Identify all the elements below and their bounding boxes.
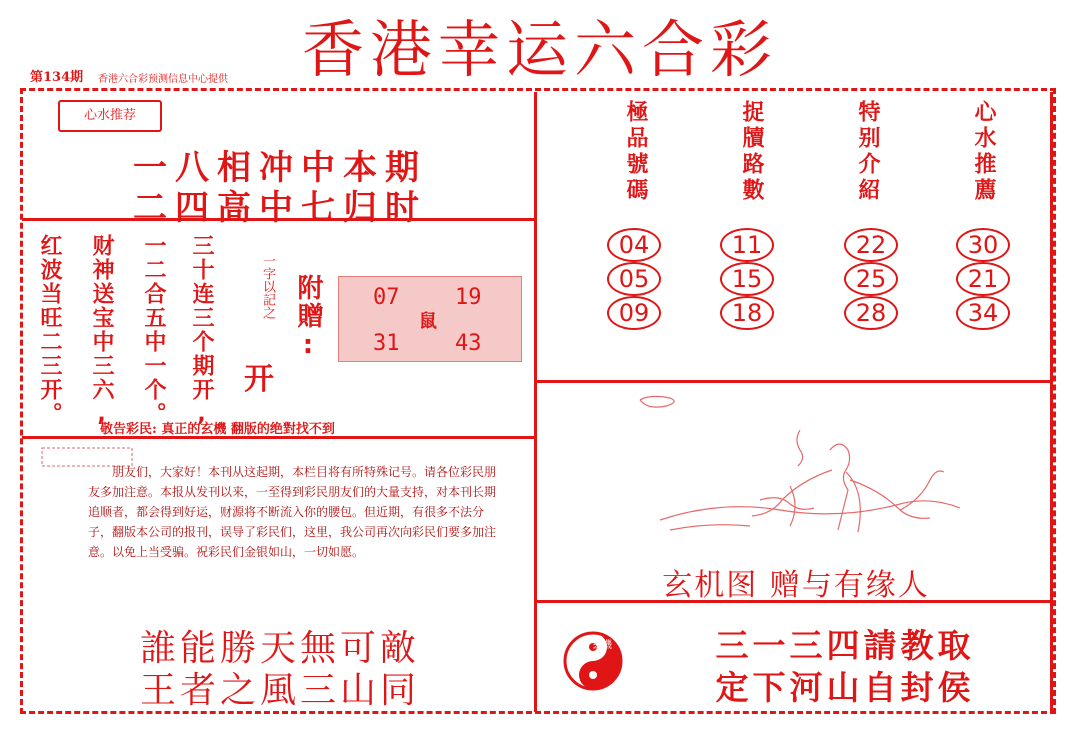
- closing-line-1: 三一三四請教取: [715, 626, 975, 665]
- number-ball: 18: [720, 296, 774, 330]
- gift-answer: 开: [244, 362, 274, 397]
- notice-text: 敬告彩民: 真正的玄機 翻版的绝對找不到: [100, 422, 335, 437]
- number-ball: 11: [720, 228, 774, 262]
- gift-zodiac: 鼠: [419, 311, 437, 332]
- sage-illustration: [600, 390, 1000, 550]
- number-ball: 34: [956, 296, 1010, 330]
- issue-number: 第134期: [30, 70, 84, 85]
- right-divider-1: [537, 380, 1053, 383]
- verse-1: 红波当旺二三开。: [37, 234, 62, 426]
- announcement-paragraph: 朋友们，大家好！本刊从这起期，本栏目将有所特殊记号。请各位彩民朋友多加注意。本报从发刊以来，一至得到彩民朋友们的大量支持，对本刊长期追顺者，都会得到好运，财源将不断流入你的腰包。但近期，有很多不法分子，翻版本公司的报刊，误导了彩民们，这里，我公司再次向彩民们要多加注意。以免上当受骗。祝彩民们金银如山，一切如愿。: [88, 465, 497, 559]
- number-ball: 30: [956, 228, 1010, 262]
- number-ball: 21: [956, 262, 1010, 296]
- center-divider: [534, 92, 537, 712]
- picture-caption: 玄机图 赠与有缘人: [662, 568, 930, 603]
- gift-number-1: 07: [373, 285, 400, 310]
- page-title: 香港幸运六合彩: [301, 13, 778, 86]
- recommend-badge: 心水推荐: [58, 100, 162, 132]
- number-ball: 05: [607, 262, 661, 296]
- gift-number-2: 19: [455, 285, 482, 310]
- number-ball: 28: [844, 296, 898, 330]
- column-heading-4: 心水推薦: [971, 100, 996, 204]
- verse-4: 三十连三个期开,: [189, 234, 214, 429]
- logo-text: 玄機: [592, 640, 612, 651]
- gift-hint: 一字以記之: [260, 254, 275, 319]
- headline-line-1: 一八相冲中本期: [133, 148, 427, 188]
- gift-label: 附贈:: [293, 274, 323, 362]
- verse-2: 财神送宝中三六,: [89, 234, 114, 429]
- right-edge: [1050, 92, 1053, 712]
- gift-number-4: 43: [455, 331, 482, 356]
- column-heading-2: 捉牘路數: [739, 100, 764, 204]
- gift-number-3: 31: [373, 331, 400, 356]
- issue-note: 香港六合彩预测信息中心提供: [98, 74, 228, 85]
- column-heading-1: 極品號碼: [623, 100, 648, 204]
- number-ball: 25: [844, 262, 898, 296]
- gift-box: [338, 276, 522, 362]
- number-ball: 09: [607, 296, 661, 330]
- slogan-line-1: 誰能勝天無可敵: [139, 628, 420, 669]
- number-ball: 22: [844, 228, 898, 262]
- number-ball: 04: [607, 228, 661, 262]
- number-ball: 15: [720, 262, 774, 296]
- closing-line-2: 定下河山自封侯: [715, 668, 975, 707]
- headline-line-2: 二四高中七归时: [133, 188, 427, 228]
- slogan-line-2: 王者之風三山同: [139, 670, 420, 711]
- verse-3: 一二合五中一个。: [141, 234, 166, 426]
- column-heading-3: 特别介紹: [855, 100, 880, 204]
